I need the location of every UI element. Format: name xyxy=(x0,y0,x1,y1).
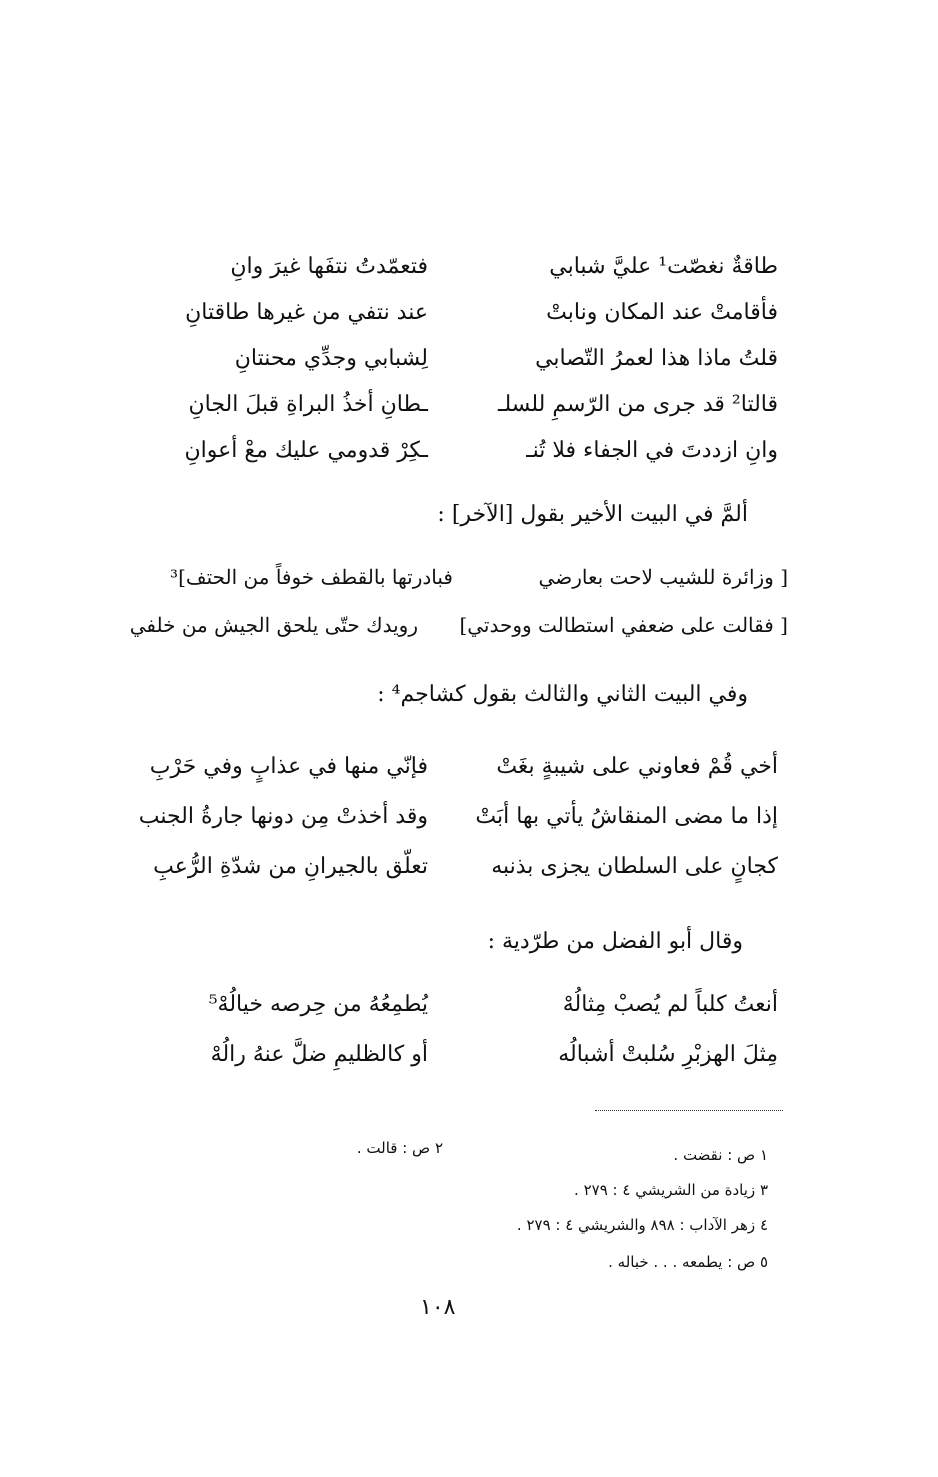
verse-hemistich-left: تعلّق بالجيرانِ من شدّةِ الرُّعبِ xyxy=(153,854,428,879)
footnote: ٤ زهر الآداب : ٨٩٨ والشريشي ٤ : ٢٧٩ . xyxy=(516,1216,768,1234)
verse-hemistich-left: فإنّي منها في عذابٍ وفي حَرْبِ xyxy=(149,754,428,779)
verse-hemistich-left: فبادرتها بالقطف خوفاً من الحتف]³ xyxy=(170,565,453,589)
verse-hemistich-left: ـكِرْ قدومي عليك معْ أعوانِ xyxy=(184,438,428,463)
footnote: ٢ ص : قالت . xyxy=(356,1139,443,1157)
intro-paragraph: وفي البيت الثاني والثالث بقول كشاجم⁴ : xyxy=(377,682,748,707)
intro-paragraph: وقال أبو الفضل من طرّدية : xyxy=(487,929,743,954)
verse-hemistich-right: وانِ ازددتَ في الجفاء فلا تُنـ xyxy=(526,438,778,463)
page-number: ١٠٨ xyxy=(420,1295,456,1320)
footnote-separator xyxy=(595,1110,783,1111)
intro-paragraph: ألمَّ في البيت الأخير بقول [الآخر] : xyxy=(437,502,748,527)
verse-hemistich-left: ـطانِ أخذُ البراةِ قبلَ الجانِ xyxy=(188,392,428,417)
footnote: ١ ص : نقضت . xyxy=(673,1146,768,1164)
verse-hemistich-left: رويدك حتّى يلحق الجيش من خلفي xyxy=(129,613,418,637)
verse-hemistich-left: أو كالظليمِ ضلَّ عنهُ رالُهْ xyxy=(210,1042,428,1067)
verse-hemistich-right: أنعتُ كلباً لم يُصبْ مِثالُهْ xyxy=(562,992,778,1017)
footnote: ٣ زيادة من الشريشي ٤ : ٢٧٩ . xyxy=(574,1181,768,1199)
verse-hemistich-right: [ وزائرة للشيب لاحت بعارضي xyxy=(538,565,788,589)
verse-hemistich-right: فأقامتْ عند المكان ونابتْ xyxy=(546,300,778,325)
verse-hemistich-left: عند نتفي من غيرها طاقتانِ xyxy=(185,300,428,325)
verse-hemistich-left: فتعمّدتُ نتفَها غيرَ وانِ xyxy=(230,254,428,279)
verse-hemistich-left: يُطمِعُهُ من حِرصه خيالُهْ⁵ xyxy=(208,992,428,1017)
verse-hemistich-right: قالتا² قد جرى من الرّسمِ للسلـ xyxy=(498,392,778,417)
verse-hemistich-right: كجانٍ على السلطان يجزى بذنبه xyxy=(491,854,778,879)
verse-hemistich-right: [ فقالت على ضعفي استطالت ووحدتي] xyxy=(459,613,788,637)
footnote: ٥ ص : يطمعه . . . خباله . xyxy=(608,1253,768,1271)
verse-hemistich-right: طاقةٌ نغصّت¹ عليَّ شبابي xyxy=(549,254,778,279)
verse-hemistich-right: إذا ما مضى المنقاشُ يأتي بها أبَتْ xyxy=(475,804,778,829)
verse-hemistich-right: أخي قُمْ فعاوني على شيبةٍ بغَتْ xyxy=(496,754,778,779)
verse-hemistich-right: قلتُ ماذا هذا لعمرُ التّصابي xyxy=(535,346,778,371)
verse-hemistich-right: مِثلَ الهزبْرِ سُلبتْ أشبالُه xyxy=(558,1042,778,1067)
verse-hemistich-left: لِشبابي وجدِّي محنتانِ xyxy=(234,346,428,371)
verse-hemistich-left: وقد أخذتْ مِن دونها جارةُ الجنب xyxy=(138,804,428,829)
